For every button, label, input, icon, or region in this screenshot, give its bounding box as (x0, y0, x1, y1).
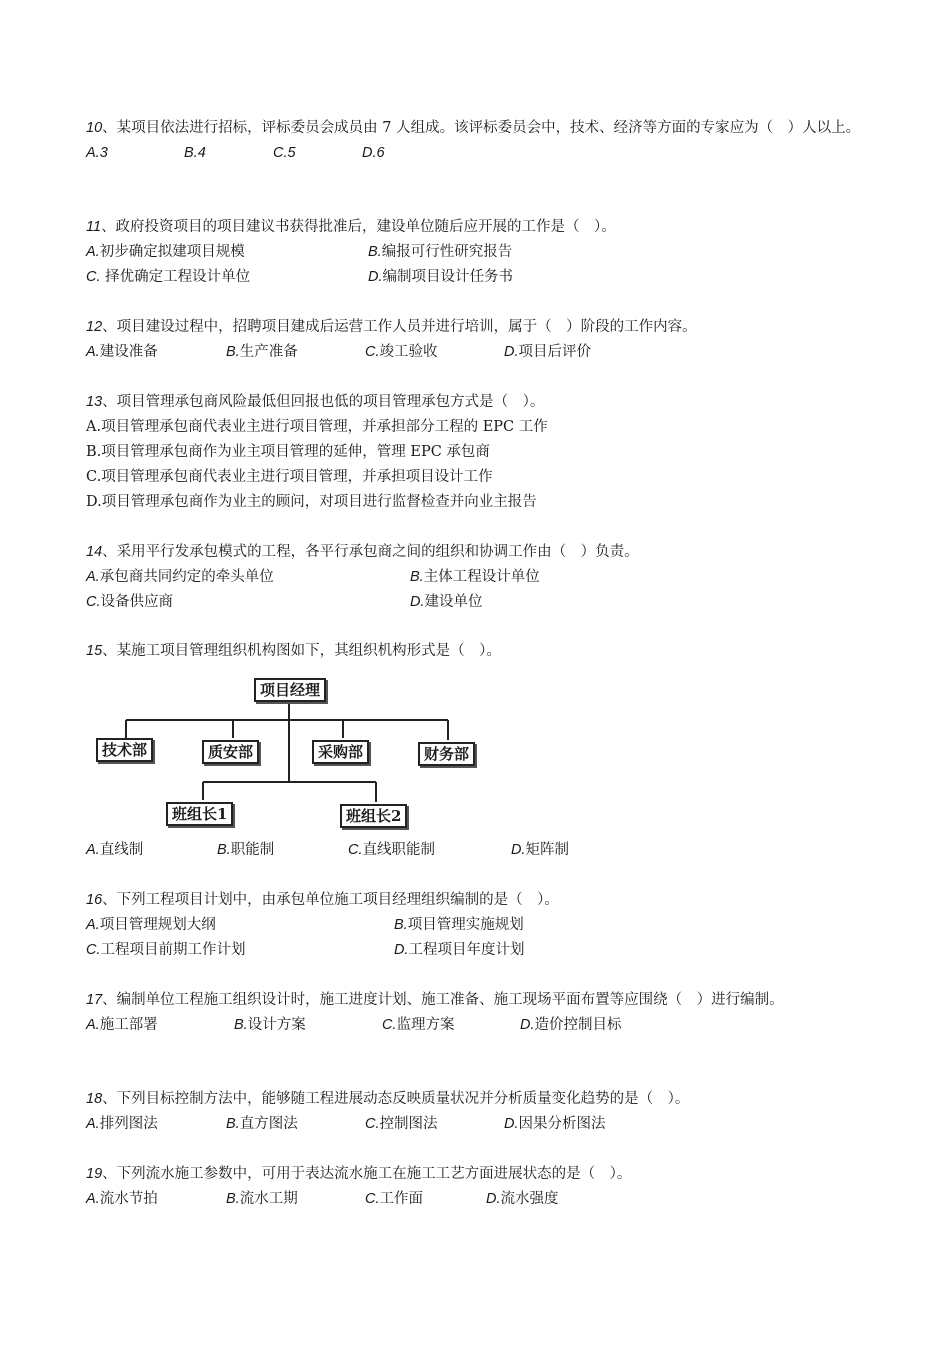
option-a: A.承包商共同约定的牵头单位 (86, 569, 274, 585)
question-18 (86, 1087, 876, 1137)
question-15-options (86, 838, 876, 863)
option-a: A.排列图法 (86, 1116, 158, 1132)
option-d: D.因果分析图法 (504, 1116, 606, 1132)
question-11 (86, 215, 876, 290)
option-c: C.工程项目前期工作计划 (86, 942, 246, 958)
option-d: D.项目管理承包商作为业主的顾问，对项目进行监督检查并向业主报告 (86, 494, 537, 510)
options (86, 565, 876, 615)
option-d: D.编制项目设计任务书 (368, 269, 513, 285)
options (86, 141, 876, 166)
question-stem: 、项目管理承包商风险最低但回报也低的项目管理承包方式是（ ）。 (102, 394, 545, 410)
question-stem: 、某项目依法进行招标，评标委员会成员由 7 人组成。该评标委员会中，技术、经济等方面的专家应为（ ）人以上。 (102, 120, 861, 136)
question-15 (86, 639, 876, 664)
option-d: D.造价控制目标 (520, 1017, 622, 1033)
options (86, 1187, 876, 1212)
option-b: B.主体工程设计单位 (410, 569, 540, 585)
option-b: B.编报可行性研究报告 (368, 244, 513, 260)
options (86, 913, 876, 963)
option-b: B.设计方案 (234, 1017, 306, 1033)
question-number: 19 (86, 1166, 103, 1182)
option-b: B.生产准备 (226, 344, 298, 360)
option-c: C. 择优确定工程设计单位 (86, 269, 251, 285)
option-a: A.初步确定拟建项目规模 (86, 244, 245, 260)
question-number: 11 (86, 219, 102, 235)
question-17 (86, 988, 876, 1038)
org-node-tech-dept: 技术部 (96, 738, 153, 762)
options (86, 1013, 876, 1038)
option-c: C.设备供应商 (86, 594, 173, 610)
option-a: A.流水节拍 (86, 1191, 158, 1207)
question-number: 16 (86, 892, 103, 908)
option-a: A.项目管理规划大纲 (86, 917, 216, 933)
option-b: B.项目管理承包商作为业主项目管理的延伸，管理 EPC 承包商 (86, 444, 490, 460)
question-stem: 、项目建设过程中，招聘项目建成后运营工作人员并进行培训，属于（ ）阶段的工作内容。 (102, 319, 697, 335)
question-19 (86, 1162, 876, 1212)
options (86, 340, 876, 365)
question-number: 18 (86, 1091, 103, 1107)
org-node-quality-safety-dept: 质安部 (202, 740, 259, 764)
option-d: D.项目后评价 (504, 344, 591, 360)
option-d: D.矩阵制 (511, 842, 569, 858)
org-node-purchasing-dept: 采购部 (312, 740, 369, 764)
question-14 (86, 540, 876, 615)
question-13 (86, 390, 876, 515)
option-c: C.项目管理承包商代表业主进行项目管理，并承担项目设计工作 (86, 469, 493, 485)
question-stem: 、下列工程项目计划中，由承包单位施工项目经理组织编制的是（ ）。 (102, 892, 559, 908)
org-node-team-leader-1: 班组长1 (166, 802, 233, 826)
option-c: C.竣工验收 (365, 344, 438, 360)
option-c: C.监理方案 (382, 1017, 455, 1033)
question-number: 14 (86, 544, 103, 560)
question-number: 15 (86, 643, 103, 659)
question-stem: 、编制单位工程施工组织设计时，施工进度计划、施工准备、施工现场平面布置等应围绕（ ）进行编制。 (102, 992, 784, 1008)
option-d: D.流水强度 (486, 1191, 559, 1207)
question-12 (86, 315, 876, 365)
question-number: 13 (86, 394, 103, 410)
option-b: B.流水工期 (226, 1191, 298, 1207)
option-d: D.工程项目年度计划 (394, 942, 525, 958)
question-number: 17 (86, 992, 103, 1008)
question-10 (86, 116, 876, 166)
option-b: B.职能制 (217, 842, 275, 858)
question-stem: 、下列目标控制方法中，能够随工程进展动态反映质量状况并分析质量变化趋势的是（ ）。 (102, 1091, 690, 1107)
question-stem: 、下列流水施工参数中，可用于表达流水施工在施工工艺方面进展状态的是（ ）。 (102, 1166, 632, 1182)
option-c: C.5 (273, 145, 296, 161)
org-node-team-leader-2: 班组长2 (340, 804, 407, 828)
question-number: 12 (86, 319, 103, 335)
options (86, 240, 876, 290)
option-a: A.建设准备 (86, 344, 158, 360)
question-stem: 、某施工项目管理组织机构图如下，其组织机构形式是（ ）。 (102, 643, 501, 659)
option-d: D.6 (362, 145, 385, 161)
option-a: A.施工部署 (86, 1017, 158, 1033)
question-16 (86, 888, 876, 963)
question-stem: 、政府投资项目的项目建议书获得批准后，建设单位随后应开展的工作是（ ）。 (101, 219, 616, 235)
options (86, 838, 876, 863)
option-a: A.项目管理承包商代表业主进行项目管理，并承担部分工程的 EPC 工作 (86, 419, 548, 435)
option-a: A.直线制 (86, 842, 144, 858)
option-c: C.直线职能制 (348, 842, 435, 858)
option-c: C.控制图法 (365, 1116, 438, 1132)
org-node-project-manager: 项目经理 (254, 678, 326, 702)
option-d: D.建设单位 (410, 594, 483, 610)
option-b: B.4 (184, 145, 206, 161)
option-b: B.直方图法 (226, 1116, 298, 1132)
org-node-finance-dept: 财务部 (418, 742, 475, 766)
question-stem: 、采用平行发承包模式的工程，各平行承包商之间的组织和协调工作由（ ）负责。 (102, 544, 639, 560)
org-chart (86, 672, 506, 832)
options (86, 1112, 876, 1137)
option-a: A.3 (86, 145, 108, 161)
question-number: 10 (86, 120, 103, 136)
option-b: B.项目管理实施规划 (394, 917, 524, 933)
option-c: C.工作面 (365, 1191, 423, 1207)
